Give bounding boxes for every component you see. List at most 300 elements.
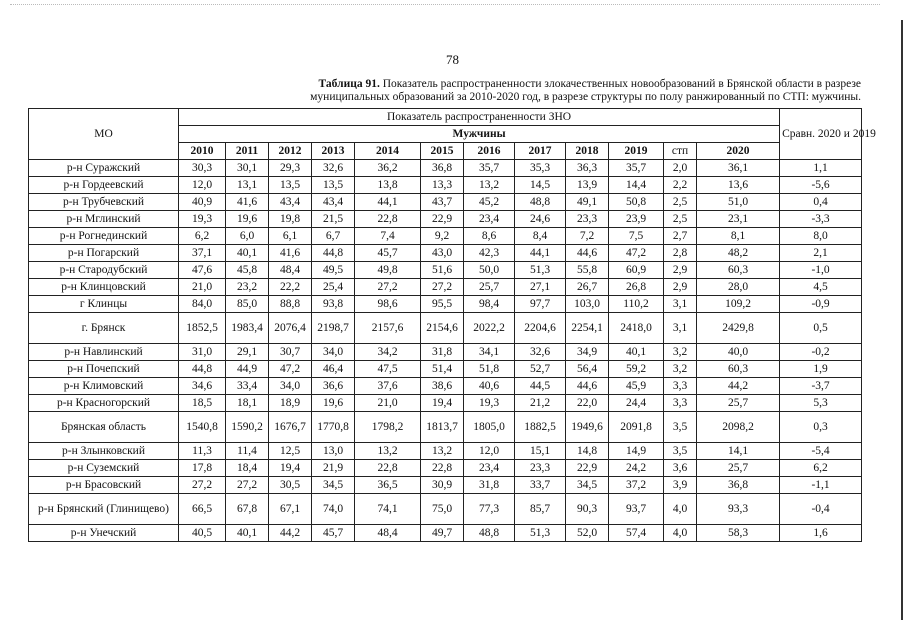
- table-cell: 25,7: [697, 395, 780, 412]
- table-cell: 1805,0: [464, 412, 515, 443]
- table-cell: 23,2: [226, 279, 269, 296]
- table-cell: 40,9: [179, 194, 226, 211]
- table-row: [29, 477, 862, 494]
- table-cell: 52,7: [515, 361, 566, 378]
- table-body: [29, 160, 862, 542]
- table-cell: 23,3: [566, 211, 609, 228]
- table-cell: 45,2: [464, 194, 515, 211]
- header-mo: МО: [29, 109, 179, 160]
- table-cell: 45,7: [312, 525, 355, 542]
- table-cell: 7,4: [355, 228, 421, 245]
- table-row: [29, 525, 862, 542]
- table-cell: 22,8: [421, 460, 464, 477]
- table-cell: 27,1: [515, 279, 566, 296]
- table-cell: 74,1: [355, 494, 421, 525]
- row-mo-name: р-н Почепский: [29, 361, 179, 378]
- table-cell: 50,0: [464, 262, 515, 279]
- table-cell: 30,9: [421, 477, 464, 494]
- row-mo-name: р-н Климовский: [29, 378, 179, 395]
- scan-dots: [10, 4, 880, 17]
- table-cell: 15,1: [515, 443, 566, 460]
- table-cell: 6,2: [780, 460, 862, 477]
- table-row: [29, 160, 862, 177]
- table-cell: 43,0: [421, 245, 464, 262]
- header-compare: Сравн. 2020 и 2019: [780, 109, 862, 160]
- table-cell: 8,4: [515, 228, 566, 245]
- row-mo-name: р-н Погарский: [29, 245, 179, 262]
- table-row: [29, 494, 862, 525]
- table-cell: 1,6: [780, 525, 862, 542]
- table-cell: 2254,1: [566, 313, 609, 344]
- row-mo-name: р-н Стародубский: [29, 262, 179, 279]
- table-cell: 12,0: [179, 177, 226, 194]
- table-cell: 14,8: [566, 443, 609, 460]
- table-cell: 44,1: [355, 194, 421, 211]
- table-cell: 51,4: [421, 361, 464, 378]
- table-row: [29, 296, 862, 313]
- table-cell: 33,7: [515, 477, 566, 494]
- table-cell: 67,8: [226, 494, 269, 525]
- table-cell: 14,4: [609, 177, 664, 194]
- table-cell: 26,7: [566, 279, 609, 296]
- table-cell: 30,1: [226, 160, 269, 177]
- table-cell: 55,8: [566, 262, 609, 279]
- table-cell: 50,8: [609, 194, 664, 211]
- caption-bold: Таблица 91.: [318, 78, 380, 90]
- table-cell: 22,8: [355, 211, 421, 228]
- table-cell: 59,2: [609, 361, 664, 378]
- table-cell: 3,5: [664, 443, 697, 460]
- table-cell: 44,6: [566, 378, 609, 395]
- header-year-2015: 2015: [421, 143, 464, 160]
- table-cell: 2,5: [664, 211, 697, 228]
- table-cell: 44,2: [269, 525, 312, 542]
- table-row: [29, 313, 862, 344]
- table-cell: 19,3: [464, 395, 515, 412]
- table-cell: 13,2: [355, 443, 421, 460]
- table-row: [29, 245, 862, 262]
- table-cell: 34,2: [355, 344, 421, 361]
- table-cell: 38,6: [421, 378, 464, 395]
- table-cell: 49,1: [566, 194, 609, 211]
- table-cell: 3,9: [664, 477, 697, 494]
- table-cell: 97,7: [515, 296, 566, 313]
- table-cell: 47,2: [609, 245, 664, 262]
- table-cell: 98,4: [464, 296, 515, 313]
- table-cell: 56,4: [566, 361, 609, 378]
- table-cell: 18,9: [269, 395, 312, 412]
- table-cell: 1,1: [780, 160, 862, 177]
- table-cell: 17,8: [179, 460, 226, 477]
- header-year-2013: 2013: [312, 143, 355, 160]
- table-cell: 98,6: [355, 296, 421, 313]
- page-number: 78: [446, 52, 459, 67]
- table-cell: 40,1: [609, 344, 664, 361]
- table-cell: -0,4: [780, 494, 862, 525]
- table-cell: 2076,4: [269, 313, 312, 344]
- table-cell: 7,5: [609, 228, 664, 245]
- table-cell: 21,5: [312, 211, 355, 228]
- table-cell: 13,8: [355, 177, 421, 194]
- table-cell: 19,6: [226, 211, 269, 228]
- table-cell: 21,0: [355, 395, 421, 412]
- table-row: [29, 361, 862, 378]
- table-cell: 35,7: [609, 160, 664, 177]
- header-year-2018: 2018: [566, 143, 609, 160]
- header-year-2019: 2019: [609, 143, 664, 160]
- table-cell: 23,4: [464, 211, 515, 228]
- table-cell: 23,4: [464, 460, 515, 477]
- table-cell: 21,0: [179, 279, 226, 296]
- table-cell: -5,4: [780, 443, 862, 460]
- table-cell: 13,9: [566, 177, 609, 194]
- table-cell: 45,7: [355, 245, 421, 262]
- table-cell: 36,2: [355, 160, 421, 177]
- table-cell: 36,3: [566, 160, 609, 177]
- table-cell: 43,7: [421, 194, 464, 211]
- table-row: [29, 262, 862, 279]
- table-cell: 44,8: [312, 245, 355, 262]
- table-cell: 58,3: [697, 525, 780, 542]
- header-stp: стп: [664, 143, 697, 160]
- table-cell: 28,0: [697, 279, 780, 296]
- table-cell: 6,7: [312, 228, 355, 245]
- table-cell: 11,4: [226, 443, 269, 460]
- table-cell: 5,3: [780, 395, 862, 412]
- table-cell: 37,1: [179, 245, 226, 262]
- table-cell: 31,8: [464, 477, 515, 494]
- table-cell: 52,0: [566, 525, 609, 542]
- table-cell: 18,5: [179, 395, 226, 412]
- table-cell: 2,0: [664, 160, 697, 177]
- table-cell: -3,3: [780, 211, 862, 228]
- row-mo-name: р-н Трубчевский: [29, 194, 179, 211]
- table-cell: -5,6: [780, 177, 862, 194]
- table-cell: 4,0: [664, 525, 697, 542]
- table-cell: 74,0: [312, 494, 355, 525]
- table-cell: 0,5: [780, 313, 862, 344]
- table-cell: 23,3: [515, 460, 566, 477]
- table-cell: 49,5: [312, 262, 355, 279]
- row-mo-name: р-н Рогнединский: [29, 228, 179, 245]
- table-cell: 103,0: [566, 296, 609, 313]
- table-cell: 8,1: [697, 228, 780, 245]
- table-cell: 2429,8: [697, 313, 780, 344]
- table-cell: 1813,7: [421, 412, 464, 443]
- table-cell: 85,7: [515, 494, 566, 525]
- table-cell: 60,3: [697, 361, 780, 378]
- table-cell: 0,3: [780, 412, 862, 443]
- table-cell: 43,4: [269, 194, 312, 211]
- table-cell: 24,2: [609, 460, 664, 477]
- table-cell: 32,6: [515, 344, 566, 361]
- table-cell: 34,5: [566, 477, 609, 494]
- table-cell: 8,0: [780, 228, 862, 245]
- table-cell: 36,5: [355, 477, 421, 494]
- table-cell: 13,2: [421, 443, 464, 460]
- table-cell: -3,7: [780, 378, 862, 395]
- table-row: [29, 344, 862, 361]
- table-cell: 3,6: [664, 460, 697, 477]
- table-cell: 2154,6: [421, 313, 464, 344]
- table-cell: 2,7: [664, 228, 697, 245]
- caption-line-1: [310, 78, 861, 91]
- table-cell: 33,4: [226, 378, 269, 395]
- table-cell: 32,6: [312, 160, 355, 177]
- table-cell: 19,3: [179, 211, 226, 228]
- table-cell: 18,4: [226, 460, 269, 477]
- row-mo-name: р-н Красногорский: [29, 395, 179, 412]
- table-cell: 47,6: [179, 262, 226, 279]
- table-cell: 34,5: [312, 477, 355, 494]
- table-row: [29, 194, 862, 211]
- header-year-2010: 2010: [179, 143, 226, 160]
- header-year-2014: 2014: [355, 143, 421, 160]
- table-cell: 19,4: [269, 460, 312, 477]
- table-cell: 51,8: [464, 361, 515, 378]
- table-cell: 22,8: [355, 460, 421, 477]
- table-cell: 22,9: [421, 211, 464, 228]
- table-cell: 11,3: [179, 443, 226, 460]
- table-cell: 1770,8: [312, 412, 355, 443]
- table-cell: 1983,4: [226, 313, 269, 344]
- table-cell: 12,0: [464, 443, 515, 460]
- table-cell: 19,6: [312, 395, 355, 412]
- caption-line-2: муниципальных образований за 2010-2020 год, в разрезе структуры по полу ранжированный по СТП: мужчины.: [310, 91, 861, 103]
- table-cell: 1590,2: [226, 412, 269, 443]
- table-cell: 48,8: [464, 525, 515, 542]
- table-cell: 84,0: [179, 296, 226, 313]
- table-cell: 44,1: [515, 245, 566, 262]
- table-cell: 48,2: [697, 245, 780, 262]
- table-cell: 25,4: [312, 279, 355, 296]
- row-mo-name: р-н Брасовский: [29, 477, 179, 494]
- table-cell: 44,6: [566, 245, 609, 262]
- table-cell: 48,4: [355, 525, 421, 542]
- table-cell: 2098,2: [697, 412, 780, 443]
- header-year-2020: 2020: [697, 143, 780, 160]
- table-cell: 85,0: [226, 296, 269, 313]
- table-cell: 40,5: [179, 525, 226, 542]
- table-cell: 36,8: [421, 160, 464, 177]
- table-cell: 44,8: [179, 361, 226, 378]
- table-cell: 1798,2: [355, 412, 421, 443]
- table-cell: 3,1: [664, 313, 697, 344]
- table-cell: 45,8: [226, 262, 269, 279]
- table-cell: 2,1: [780, 245, 862, 262]
- table-cell: 3,1: [664, 296, 697, 313]
- table-cell: 1949,6: [566, 412, 609, 443]
- table-cell: 29,3: [269, 160, 312, 177]
- row-mo-name: г. Брянск: [29, 313, 179, 344]
- table-cell: 2418,0: [609, 313, 664, 344]
- table-cell: 49,7: [421, 525, 464, 542]
- table-cell: 31,0: [179, 344, 226, 361]
- table-cell: 43,4: [312, 194, 355, 211]
- table-cell: 49,8: [355, 262, 421, 279]
- table-cell: 24,6: [515, 211, 566, 228]
- table-cell: 48,8: [515, 194, 566, 211]
- table-cell: 45,9: [609, 378, 664, 395]
- table-row: [29, 378, 862, 395]
- table-cell: 1,9: [780, 361, 862, 378]
- table-cell: 4,0: [664, 494, 697, 525]
- table-cell: 67,1: [269, 494, 312, 525]
- table-row: [29, 460, 862, 477]
- table-cell: 47,2: [269, 361, 312, 378]
- table-cell: 31,8: [421, 344, 464, 361]
- table-cell: 2204,6: [515, 313, 566, 344]
- row-mo-name: р-н Мглинский: [29, 211, 179, 228]
- table-cell: 44,2: [697, 378, 780, 395]
- table-cell: 13,0: [312, 443, 355, 460]
- table-cell: 13,3: [421, 177, 464, 194]
- table-cell: 2,2: [664, 177, 697, 194]
- scan-edge: [901, 20, 903, 620]
- table-cell: 1540,8: [179, 412, 226, 443]
- table-cell: 30,7: [269, 344, 312, 361]
- table-cell: 57,4: [609, 525, 664, 542]
- row-mo-name: р-н Суземский: [29, 460, 179, 477]
- table-cell: 37,2: [609, 477, 664, 494]
- table-cell: 12,5: [269, 443, 312, 460]
- row-mo-name: р-н Клинцовский: [29, 279, 179, 296]
- table-cell: 44,9: [226, 361, 269, 378]
- table-cell: 22,2: [269, 279, 312, 296]
- table-cell: 27,2: [179, 477, 226, 494]
- table-caption: [310, 78, 861, 104]
- table-cell: 34,0: [269, 378, 312, 395]
- table-cell: 46,4: [312, 361, 355, 378]
- table-cell: 27,2: [421, 279, 464, 296]
- table-row: [29, 395, 862, 412]
- table-row: [29, 211, 862, 228]
- table-cell: 88,8: [269, 296, 312, 313]
- header-year-2012: 2012: [269, 143, 312, 160]
- table-cell: 3,2: [664, 361, 697, 378]
- row-mo-name: р-н Гордеевский: [29, 177, 179, 194]
- table-cell: 2022,2: [464, 313, 515, 344]
- table-cell: 1882,5: [515, 412, 566, 443]
- header-year-2016: 2016: [464, 143, 515, 160]
- table-cell: 40,6: [464, 378, 515, 395]
- table-cell: 2,8: [664, 245, 697, 262]
- row-mo-name: г Клинцы: [29, 296, 179, 313]
- table-cell: 2157,6: [355, 313, 421, 344]
- table-cell: 25,7: [464, 279, 515, 296]
- table-cell: 47,5: [355, 361, 421, 378]
- table-cell: 34,1: [464, 344, 515, 361]
- table-cell: 2198,7: [312, 313, 355, 344]
- table-cell: 19,8: [269, 211, 312, 228]
- table-row: [29, 177, 862, 194]
- table-cell: 93,7: [609, 494, 664, 525]
- header-year-2017: 2017: [515, 143, 566, 160]
- table-cell: 9,2: [421, 228, 464, 245]
- table-cell: 2091,8: [609, 412, 664, 443]
- table-cell: 8,6: [464, 228, 515, 245]
- row-mo-name: р-н Брянский (Глинищево): [29, 494, 179, 525]
- table-cell: 93,8: [312, 296, 355, 313]
- row-mo-name: р-н Унечский: [29, 525, 179, 542]
- table-cell: 40,0: [697, 344, 780, 361]
- table-cell: 4,5: [780, 279, 862, 296]
- data-table: [28, 108, 876, 542]
- table-cell: -1,0: [780, 262, 862, 279]
- table-cell: 36,6: [312, 378, 355, 395]
- table-row: [29, 443, 862, 460]
- table-cell: 3,3: [664, 378, 697, 395]
- table-cell: 110,2: [609, 296, 664, 313]
- table-cell: 35,7: [464, 160, 515, 177]
- table-cell: 34,6: [179, 378, 226, 395]
- table-cell: 6,0: [226, 228, 269, 245]
- table-cell: 42,3: [464, 245, 515, 262]
- table-cell: 23,9: [609, 211, 664, 228]
- table-cell: 22,9: [566, 460, 609, 477]
- table-cell: 18,1: [226, 395, 269, 412]
- row-mo-name: р-н Суражский: [29, 160, 179, 177]
- table-cell: 25,7: [697, 460, 780, 477]
- table-cell: 26,8: [609, 279, 664, 296]
- table-cell: 21,9: [312, 460, 355, 477]
- table-cell: 51,0: [697, 194, 780, 211]
- table-cell: 13,5: [269, 177, 312, 194]
- table-cell: 29,1: [226, 344, 269, 361]
- table-cell: 95,5: [421, 296, 464, 313]
- header-year-2011: 2011: [226, 143, 269, 160]
- table-cell: 3,3: [664, 395, 697, 412]
- table-cell: 3,2: [664, 344, 697, 361]
- table-cell: 13,1: [226, 177, 269, 194]
- table-cell: 77,3: [464, 494, 515, 525]
- table-cell: 7,2: [566, 228, 609, 245]
- table-cell: 48,4: [269, 262, 312, 279]
- table-cell: 36,8: [697, 477, 780, 494]
- table-cell: 40,1: [226, 245, 269, 262]
- table-cell: 3,5: [664, 412, 697, 443]
- table-cell: 1676,7: [269, 412, 312, 443]
- table-cell: 19,4: [421, 395, 464, 412]
- table-cell: 36,1: [697, 160, 780, 177]
- table-cell: 35,3: [515, 160, 566, 177]
- row-mo-name: р-н Злынковский: [29, 443, 179, 460]
- header-sex: Мужчины: [179, 126, 780, 143]
- table-cell: 13,6: [697, 177, 780, 194]
- table-cell: 41,6: [269, 245, 312, 262]
- table-cell: 109,2: [697, 296, 780, 313]
- table-cell: 44,5: [515, 378, 566, 395]
- table-cell: -1,1: [780, 477, 862, 494]
- table-cell: 13,5: [312, 177, 355, 194]
- table-cell: 41,6: [226, 194, 269, 211]
- table-cell: 27,2: [355, 279, 421, 296]
- table-cell: 2,9: [664, 279, 697, 296]
- table-cell: 13,2: [464, 177, 515, 194]
- table-cell: 14,9: [609, 443, 664, 460]
- table-row: [29, 228, 862, 245]
- row-mo-name: р-н Навлинский: [29, 344, 179, 361]
- table-cell: 60,9: [609, 262, 664, 279]
- table-cell: 2,5: [664, 194, 697, 211]
- table-cell: 14,1: [697, 443, 780, 460]
- table-cell: 93,3: [697, 494, 780, 525]
- table-row: [29, 279, 862, 296]
- table-cell: 60,3: [697, 262, 780, 279]
- table-cell: 75,0: [421, 494, 464, 525]
- table-cell: 27,2: [226, 477, 269, 494]
- header-indicator: Показатель распространенности ЗНО: [179, 109, 780, 126]
